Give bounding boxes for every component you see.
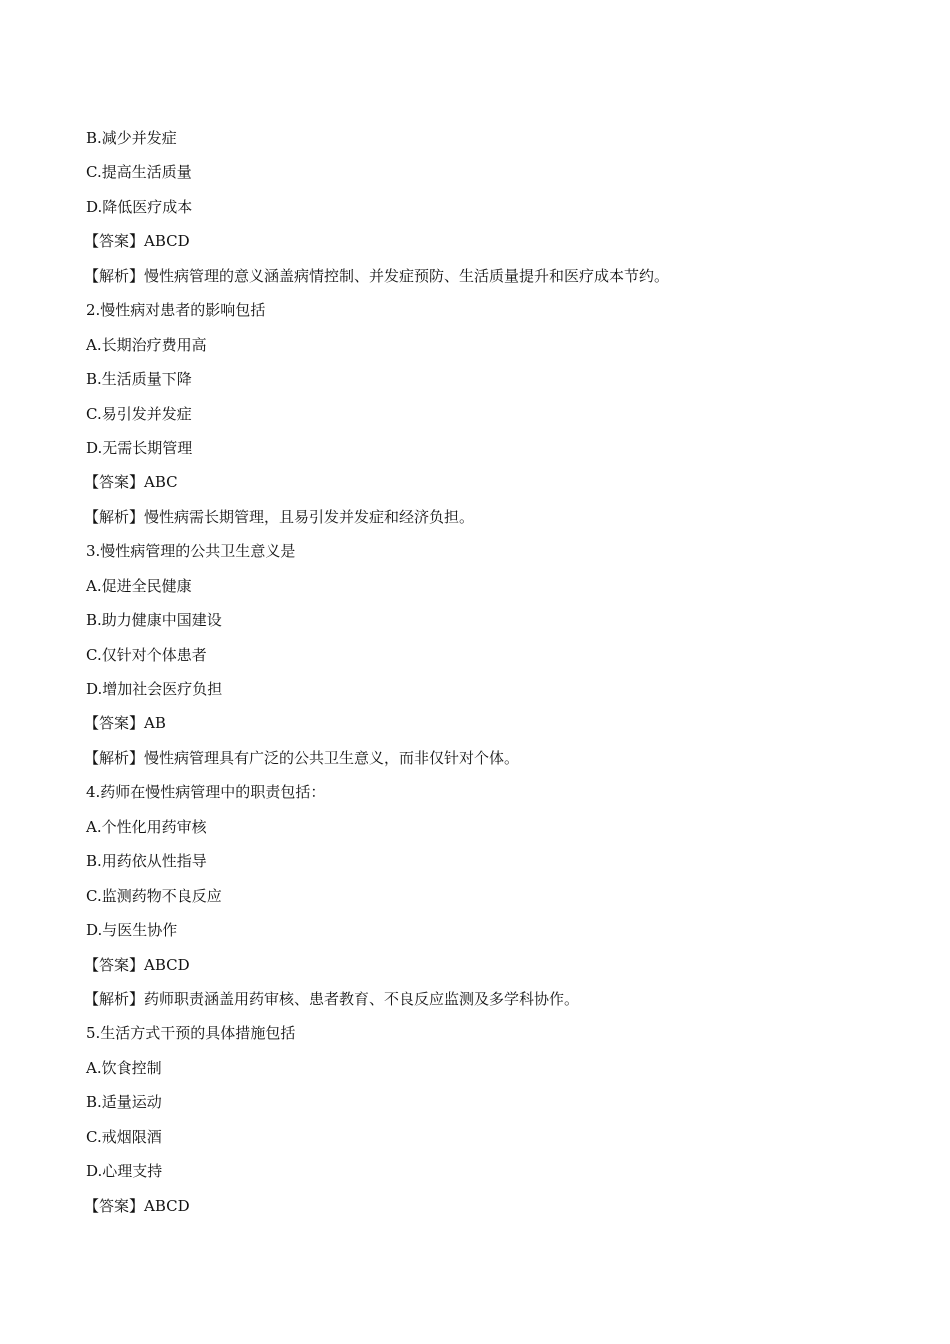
option-b: B.适量运动 — [86, 1093, 162, 1112]
question-list — [86, 121, 886, 1223]
explanation: 【解析】慢性病需长期管理，且易引发并发症和经济负担。 — [84, 507, 475, 526]
question-4: 4.药师在慢性病管理中的职责包括： — [86, 783, 326, 802]
explanation: 【解析】慢性病管理的意义涵盖病情控制、并发症预防、生活质量提升和医疗成本节约。 — [84, 266, 670, 285]
option-a: A.长期治疗费用高 — [86, 335, 207, 354]
option-d: D.无需长期管理 — [86, 438, 193, 457]
option-c: C.提高生活质量 — [86, 163, 192, 182]
answer: 【答案】ABC — [84, 473, 178, 492]
option-b: B.助力健康中国建设 — [86, 611, 222, 630]
option-b: B.用药依从性指导 — [86, 852, 207, 871]
option-c: C.仅针对个体患者 — [86, 645, 207, 664]
option-a: A.促进全民健康 — [86, 576, 192, 595]
option-c: C.监测药物不良反应 — [86, 886, 222, 905]
option-d: D.心理支持 — [86, 1162, 163, 1181]
option-a: A.个性化用药审核 — [86, 817, 207, 836]
option-d: D.降低医疗成本 — [86, 197, 193, 216]
explanation: 【解析】药师职责涵盖用药审核、患者教育、不良反应监测及多学科协作。 — [84, 989, 580, 1008]
option-d: D.与医生协作 — [86, 921, 178, 940]
explanation: 【解析】慢性病管理具有广泛的公共卫生意义，而非仅针对个体。 — [84, 748, 520, 767]
answer: 【答案】AB — [84, 714, 166, 733]
answer: 【答案】ABCD — [84, 1196, 190, 1215]
option-b: B.生活质量下降 — [86, 370, 192, 389]
question-3: 3.慢性病管理的公共卫生意义是 — [86, 542, 296, 561]
option-b: B.减少并发症 — [86, 129, 177, 147]
option-c: C.戒烟限酒 — [86, 1127, 162, 1146]
question-2: 2.慢性病对患者的影响包括 — [86, 301, 266, 320]
answer: 【答案】ABCD — [84, 955, 190, 974]
option-d: D.增加社会医疗负担 — [86, 680, 223, 698]
option-c: C.易引发并发症 — [86, 404, 192, 423]
option-a: A.饮食控制 — [86, 1058, 162, 1077]
answer: 【答案】ABCD — [84, 232, 190, 251]
question-5: 5.生活方式干预的具体措施包括 — [86, 1024, 296, 1043]
